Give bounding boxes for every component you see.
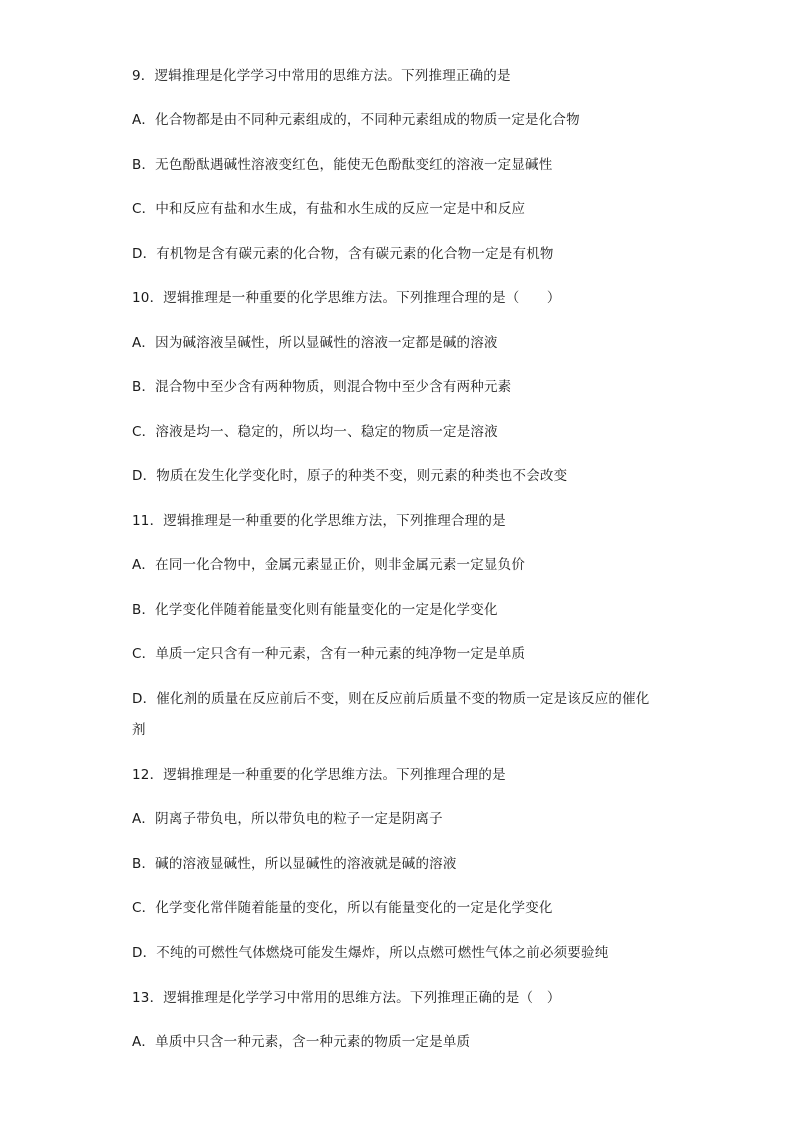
question-9-option-d: D．有机物是含有碳元素的化合物，含有碳元素的化合物一定是有机物 xyxy=(132,246,554,262)
question-11-option-d: D．催化剂的质量在反应前后不变，则在反应前后质量不变的物质一定是该反应的催化 xyxy=(132,691,650,707)
question-12-option-a: A．阴离子带负电，所以带负电的粒子一定是阴离子 xyxy=(132,811,443,827)
question-12-option-c: C．化学变化常伴随着能量的变化，所以有能量变化的一定是化学变化 xyxy=(132,900,553,916)
question-13-option-a: A．单质中只含一种元素，含一种元素的物质一定是单质 xyxy=(132,1034,471,1050)
question-11-option-a: A．在同一化合物中，金属元素显正价，则非金属元素一定显负价 xyxy=(132,557,526,573)
question-9-option-c: C．中和反应有盐和水生成，有盐和水生成的反应一定是中和反应 xyxy=(132,201,526,217)
question-10-option-d: D．物质在发生化学变化时，原子的种类不变，则元素的种类也不会改变 xyxy=(132,468,568,484)
question-10-option-a: A．因为碱溶液呈碱性，所以显碱性的溶液一定都是碱的溶液 xyxy=(132,335,498,351)
question-11-option-c: C．单质一定只含有一种元素，含有一种元素的纯净物一定是单质 xyxy=(132,646,526,662)
question-9-stem: 9．逻辑推理是化学学习中常用的思维方法。下列推理正确的是 xyxy=(132,68,511,84)
question-13-stem: 13．逻辑推理是化学学习中常用的思维方法。下列推理正确的是（ ） xyxy=(132,990,561,1006)
question-11-stem: 11．逻辑推理是一种重要的化学思维方法，下列推理合理的是 xyxy=(132,513,506,529)
question-10-option-c: C．溶液是均一、稳定的，所以均一、稳定的物质一定是溶液 xyxy=(132,424,498,440)
question-12-option-d: D．不纯的可燃性气体燃烧可能发生爆炸，所以点燃可燃性气体之前必须要验纯 xyxy=(132,945,609,961)
question-11-option-d-continuation: 剂 xyxy=(132,722,146,738)
question-10-stem: 10．逻辑推理是一种重要的化学思维方法。下列推理合理的是（ ） xyxy=(132,290,561,306)
question-12-stem: 12．逻辑推理是一种重要的化学思维方法。下列推理合理的是 xyxy=(132,767,506,783)
question-9-option-a: A．化合物都是由不同种元素组成的，不同种元素组成的物质一定是化合物 xyxy=(132,112,580,128)
question-11-option-b: B．化学变化伴随着能量变化则有能量变化的一定是化学变化 xyxy=(132,602,498,618)
question-10-option-b: B．混合物中至少含有两种物质，则混合物中至少含有两种元素 xyxy=(132,379,512,395)
question-9-option-b: B．无色酚酞遇碱性溶液变红色，能使无色酚酞变红的溶液一定显碱性 xyxy=(132,157,553,173)
question-12-option-b: B．碱的溶液显碱性，所以显碱性的溶液就是碱的溶液 xyxy=(132,856,457,872)
